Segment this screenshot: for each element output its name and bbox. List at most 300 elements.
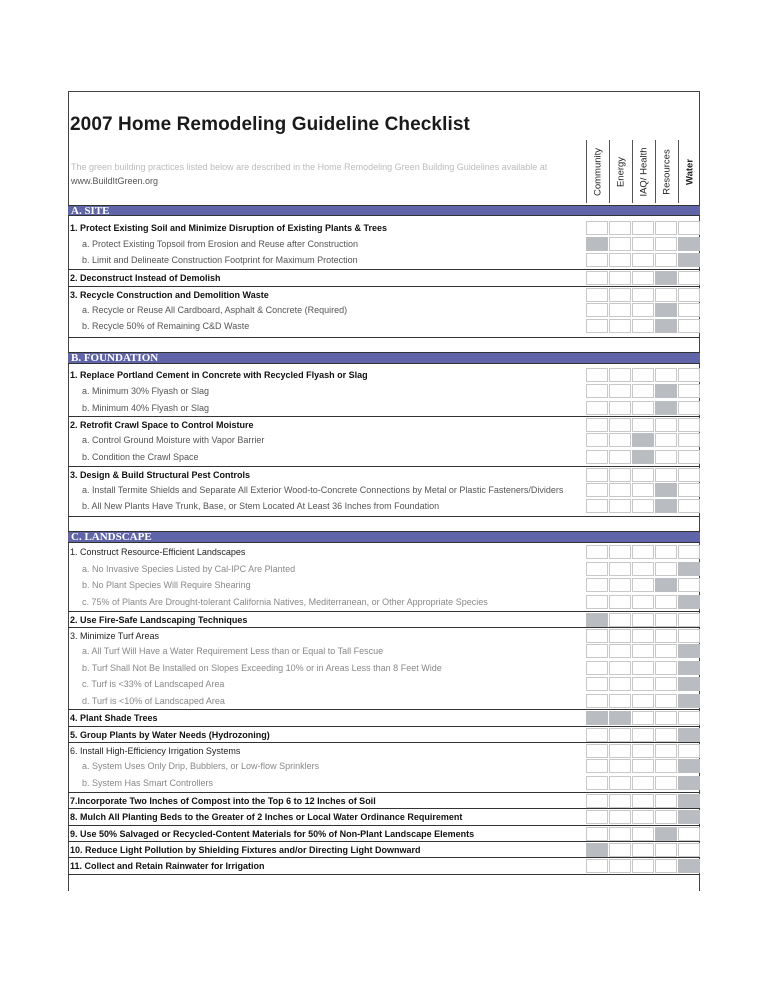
cell-iaq-health[interactable] — [632, 578, 654, 592]
cell-water[interactable] — [678, 578, 700, 592]
cell-community[interactable] — [586, 827, 608, 841]
cell-community[interactable] — [586, 319, 608, 333]
item-label: 1. Replace Portland Cement in Concrete with Recycled Flyash or Slag — [70, 370, 368, 380]
cell-water-applicable[interactable] — [678, 776, 700, 790]
cell-resources[interactable] — [655, 694, 677, 708]
cell-community[interactable] — [586, 499, 608, 513]
cell-water-applicable[interactable] — [678, 677, 700, 691]
cell-energy[interactable] — [609, 661, 631, 675]
cell-water[interactable] — [678, 303, 700, 317]
cell-iaq-health[interactable] — [632, 694, 654, 708]
item-label: 7.Incorporate Two Inches of Compost into the Top 6 to 12 Inches of Soil — [70, 796, 376, 806]
checklist-subitem — [68, 498, 700, 514]
cell-iaq-health[interactable] — [632, 613, 654, 627]
cell-energy[interactable] — [609, 744, 631, 758]
cell-iaq-health[interactable] — [632, 677, 654, 691]
cell-resources[interactable] — [655, 237, 677, 251]
item-label: 1. Construct Resource-Efficient Landscapes — [70, 547, 246, 557]
cell-water[interactable] — [678, 433, 700, 447]
cell-energy[interactable] — [609, 483, 631, 497]
cell-resources[interactable] — [655, 629, 677, 643]
cell-community[interactable] — [586, 744, 608, 758]
cell-community[interactable] — [586, 728, 608, 742]
cell-water-applicable[interactable] — [678, 694, 700, 708]
category-cells — [586, 221, 700, 235]
category-cells — [586, 499, 700, 513]
item-label: 3. Design & Build Structural Pest Controls — [70, 470, 251, 480]
item-label: 1. Protect Existing Soil and Minimize Disruption of Existing Plants & Trees — [70, 223, 388, 233]
cell-iaq-health-applicable[interactable] — [632, 450, 654, 464]
category-cells — [586, 418, 700, 432]
cell-water[interactable] — [678, 401, 700, 415]
checklist-item — [68, 416, 700, 432]
cell-iaq-health[interactable] — [632, 595, 654, 609]
intro-description: The green building practices listed below are described in the Home Remodeling Green Building Guidelines available at — [71, 162, 548, 172]
cell-energy[interactable] — [609, 319, 631, 333]
cell-energy[interactable] — [609, 237, 631, 251]
category-cells — [586, 677, 700, 691]
checklist-subitem — [68, 758, 700, 774]
cell-iaq-health[interactable] — [632, 221, 654, 235]
item-label: a. All Turf Will Have a Water Requirement Less than or Equal to Tall Fescue — [82, 646, 384, 656]
checklist-subitem — [68, 594, 700, 610]
cell-community[interactable] — [586, 776, 608, 790]
cell-community[interactable] — [586, 644, 608, 658]
cell-water[interactable] — [678, 499, 700, 513]
cell-energy[interactable] — [609, 221, 631, 235]
checklist-item — [68, 367, 700, 383]
item-label: 3. Minimize Turf Areas — [70, 631, 160, 641]
section-title: A. SITE — [71, 205, 110, 217]
category-cells — [586, 776, 700, 790]
cell-resources[interactable] — [655, 221, 677, 235]
cell-community[interactable] — [586, 401, 608, 415]
checklist-subitem — [68, 482, 700, 498]
cell-iaq-health[interactable] — [632, 711, 654, 725]
cell-water-applicable[interactable] — [678, 595, 700, 609]
cell-resources-applicable[interactable] — [655, 578, 677, 592]
cell-resources-applicable[interactable] — [655, 303, 677, 317]
cell-iaq-health[interactable] — [632, 319, 654, 333]
cell-community[interactable] — [586, 677, 608, 691]
cell-energy[interactable] — [609, 253, 631, 267]
cell-energy[interactable] — [609, 827, 631, 841]
cell-energy[interactable] — [609, 384, 631, 398]
category-cells — [586, 319, 700, 333]
item-label: b. Recycle 50% of Remaining C&D Waste — [82, 321, 250, 331]
cell-water[interactable] — [678, 843, 700, 857]
checklist-subitem — [68, 577, 700, 593]
checklist-item — [68, 726, 700, 742]
checklist-item — [68, 709, 700, 725]
cell-iaq-health[interactable] — [632, 843, 654, 857]
cell-iaq-health[interactable] — [632, 384, 654, 398]
category-cells — [586, 629, 700, 643]
category-cells — [586, 661, 700, 675]
cell-resources[interactable] — [655, 759, 677, 773]
category-cells — [586, 433, 700, 447]
section-divider — [68, 516, 700, 517]
column-header-water: Water — [678, 140, 700, 203]
cell-water[interactable] — [678, 384, 700, 398]
item-label: b. Minimum 40% Flyash or Slag — [82, 403, 210, 413]
cell-water[interactable] — [678, 613, 700, 627]
cell-water[interactable] — [678, 221, 700, 235]
cell-energy[interactable] — [609, 859, 631, 873]
item-label: a. Recycle or Reuse All Cardboard, Asphalt & Concrete (Required) — [82, 305, 348, 315]
checklist-subitem — [68, 660, 700, 676]
cell-iaq-health[interactable] — [632, 418, 654, 432]
category-cells — [586, 483, 700, 497]
item-label: a. Minimum 30% Flyash or Slag — [82, 386, 210, 396]
cell-iaq-health[interactable] — [632, 368, 654, 382]
cell-resources-applicable[interactable] — [655, 827, 677, 841]
cell-energy[interactable] — [609, 595, 631, 609]
cell-iaq-health[interactable] — [632, 644, 654, 658]
cell-iaq-health[interactable] — [632, 728, 654, 742]
cell-iaq-health[interactable] — [632, 499, 654, 513]
cell-resources[interactable] — [655, 644, 677, 658]
cell-community[interactable] — [586, 288, 608, 302]
category-cells — [586, 843, 700, 857]
cell-energy[interactable] — [609, 450, 631, 464]
cell-energy[interactable] — [609, 810, 631, 824]
cell-resources[interactable] — [655, 418, 677, 432]
page-title: 2007 Home Remodeling Guideline Checklist — [70, 114, 470, 135]
cell-iaq-health[interactable] — [632, 253, 654, 267]
cell-resources[interactable] — [655, 661, 677, 675]
cell-energy[interactable] — [609, 728, 631, 742]
cell-resources[interactable] — [655, 450, 677, 464]
cell-energy[interactable] — [609, 629, 631, 643]
cell-resources[interactable] — [655, 859, 677, 873]
category-cells — [586, 253, 700, 267]
checklist-subitem — [68, 432, 700, 448]
cell-water-applicable[interactable] — [678, 759, 700, 773]
cell-water[interactable] — [678, 545, 700, 559]
item-label: c. Turf is <33% of Landscaped Area — [82, 679, 225, 689]
cell-community[interactable] — [586, 418, 608, 432]
cell-energy[interactable] — [609, 759, 631, 773]
cell-community-applicable[interactable] — [586, 711, 608, 725]
checklist-item — [68, 792, 700, 808]
cell-resources-applicable[interactable] — [655, 401, 677, 415]
cell-iaq-health[interactable] — [632, 759, 654, 773]
cell-water[interactable] — [678, 711, 700, 725]
cell-community[interactable] — [586, 433, 608, 447]
cell-iaq-health[interactable] — [632, 468, 654, 482]
cell-energy[interactable] — [609, 433, 631, 447]
cell-iaq-health[interactable] — [632, 827, 654, 841]
column-header-community: Community — [586, 140, 608, 203]
cell-resources[interactable] — [655, 468, 677, 482]
cell-resources[interactable] — [655, 545, 677, 559]
category-cells — [586, 237, 700, 251]
cell-water[interactable] — [678, 827, 700, 841]
cell-resources-applicable[interactable] — [655, 499, 677, 513]
cell-energy[interactable] — [609, 288, 631, 302]
item-label: a. Protect Existing Topsoil from Erosion and Reuse after Construction — [82, 239, 358, 249]
cell-resources[interactable] — [655, 595, 677, 609]
cell-energy[interactable] — [609, 418, 631, 432]
checklist-subitem — [68, 449, 700, 465]
checklist-item — [68, 825, 700, 841]
cell-community[interactable] — [586, 483, 608, 497]
cell-community[interactable] — [586, 794, 608, 808]
checklist-subitem — [68, 302, 700, 318]
cell-water[interactable] — [678, 368, 700, 382]
cell-community-applicable[interactable] — [586, 613, 608, 627]
cell-water[interactable] — [678, 319, 700, 333]
cell-energy[interactable] — [609, 368, 631, 382]
category-cells — [586, 562, 700, 576]
checklist-subitem — [68, 383, 700, 399]
item-label: b. Condition the Crawl Space — [82, 452, 199, 462]
cell-water-applicable[interactable] — [678, 794, 700, 808]
item-label: 8. Mulch All Planting Beds to the Greater of 2 Inches or Local Water Ordinance Requirement — [70, 812, 463, 822]
cell-water-applicable[interactable] — [678, 237, 700, 251]
cell-energy[interactable] — [609, 562, 631, 576]
checklist-subitem — [68, 775, 700, 791]
cell-iaq-health[interactable] — [632, 483, 654, 497]
cell-iaq-health[interactable] — [632, 776, 654, 790]
cell-iaq-health[interactable] — [632, 237, 654, 251]
cell-resources[interactable] — [655, 253, 677, 267]
category-cells — [586, 468, 700, 482]
cell-water-applicable[interactable] — [678, 661, 700, 675]
cell-resources-applicable[interactable] — [655, 384, 677, 398]
cell-resources-applicable[interactable] — [655, 271, 677, 285]
item-label: a. Control Ground Moisture with Vapor Barrier — [82, 435, 265, 445]
checklist-subitem — [68, 400, 700, 416]
category-cells — [586, 728, 700, 742]
cell-water-applicable[interactable] — [678, 253, 700, 267]
cell-energy[interactable] — [609, 694, 631, 708]
intro-text — [71, 160, 561, 188]
item-label: c. 75% of Plants Are Drought-tolerant California Natives, Mediterranean, or Other Appropriate Species — [82, 597, 488, 607]
category-cells — [586, 303, 700, 317]
cell-water[interactable] — [678, 450, 700, 464]
cell-iaq-health[interactable] — [632, 629, 654, 643]
checklist-subitem — [68, 252, 700, 268]
section-header — [68, 205, 700, 216]
checklist-item — [68, 220, 700, 236]
category-cells — [586, 794, 700, 808]
item-label: 3. Recycle Construction and Demolition Waste — [70, 290, 269, 300]
item-label: 9. Use 50% Salvaged or Recycled-Content Materials for 50% of Non-Plant Landscape Elements — [70, 829, 475, 839]
item-label: b. No Plant Species Will Require Shearing — [82, 580, 251, 590]
cell-energy[interactable] — [609, 303, 631, 317]
cell-energy[interactable] — [609, 545, 631, 559]
category-cells — [586, 368, 700, 382]
category-cells — [586, 810, 700, 824]
section-divider — [68, 874, 700, 875]
checklist-item — [68, 857, 700, 873]
cell-iaq-health[interactable] — [632, 661, 654, 675]
cell-community[interactable] — [586, 859, 608, 873]
item-label: 5. Group Plants by Water Needs (Hydrozoning) — [70, 730, 270, 740]
checklist-subitem — [68, 693, 700, 709]
cell-water-applicable[interactable] — [678, 644, 700, 658]
cell-community[interactable] — [586, 368, 608, 382]
category-cells — [586, 545, 700, 559]
cell-iaq-health[interactable] — [632, 794, 654, 808]
cell-resources[interactable] — [655, 677, 677, 691]
category-cells — [586, 384, 700, 398]
item-label: a. System Uses Only Drip, Bubblers, or Low-flow Sprinklers — [82, 761, 320, 771]
cell-iaq-health[interactable] — [632, 744, 654, 758]
cell-resources-applicable[interactable] — [655, 319, 677, 333]
checklist-item — [68, 742, 700, 758]
cell-water-applicable[interactable] — [678, 728, 700, 742]
cell-water[interactable] — [678, 483, 700, 497]
cell-community[interactable] — [586, 303, 608, 317]
cell-iaq-health[interactable] — [632, 271, 654, 285]
item-label: 10. Reduce Light Pollution by Shielding Fixtures and/or Directing Light Downward — [70, 845, 421, 855]
category-cells — [586, 759, 700, 773]
cell-community[interactable] — [586, 384, 608, 398]
item-label: b. Limit and Delineate Construction Footprint for Maximum Protection — [82, 255, 358, 265]
item-label: 2. Use Fire-Safe Landscaping Techniques — [70, 615, 248, 625]
cell-energy[interactable] — [609, 578, 631, 592]
category-cells — [586, 744, 700, 758]
checklist-subitem — [68, 676, 700, 692]
item-label: a. Install Termite Shields and Separate All Exterior Wood-to-Concrete Connections by Metal or Plastic Fasteners/Dividers — [82, 485, 564, 495]
cell-community-applicable[interactable] — [586, 237, 608, 251]
cell-resources[interactable] — [655, 711, 677, 725]
column-header-resources: Resources — [655, 140, 677, 203]
cell-water[interactable] — [678, 744, 700, 758]
column-header-energy: Energy — [609, 140, 631, 203]
cell-energy[interactable] — [609, 613, 631, 627]
cell-resources[interactable] — [655, 613, 677, 627]
cell-resources[interactable] — [655, 810, 677, 824]
cell-resources[interactable] — [655, 794, 677, 808]
cell-iaq-health[interactable] — [632, 545, 654, 559]
checklist-item — [68, 466, 700, 482]
cell-community[interactable] — [586, 450, 608, 464]
checklist-subitem — [68, 318, 700, 334]
cell-resources-applicable[interactable] — [655, 483, 677, 497]
item-label: 2. Deconstruct Instead of Demolish — [70, 273, 221, 283]
cell-water-applicable[interactable] — [678, 859, 700, 873]
cell-community[interactable] — [586, 562, 608, 576]
cell-iaq-health[interactable] — [632, 401, 654, 415]
section-divider — [68, 337, 700, 338]
checklist-item — [68, 269, 700, 285]
cell-water[interactable] — [678, 629, 700, 643]
cell-energy[interactable] — [609, 271, 631, 285]
cell-community[interactable] — [586, 271, 608, 285]
item-label: d. Turf is <10% of Landscaped Area — [82, 696, 225, 706]
item-label: a. No Invasive Species Listed by Cal-IPC Are Planted — [82, 564, 296, 574]
category-column-headers — [586, 140, 700, 203]
section-header — [68, 531, 700, 543]
cell-energy[interactable] — [609, 499, 631, 513]
item-label: 2. Retrofit Crawl Space to Control Moisture — [70, 420, 254, 430]
checklist-item — [68, 286, 700, 302]
cell-iaq-health[interactable] — [632, 859, 654, 873]
cell-community[interactable] — [586, 629, 608, 643]
category-cells — [586, 271, 700, 285]
cell-resources[interactable] — [655, 776, 677, 790]
cell-resources[interactable] — [655, 433, 677, 447]
cell-community[interactable] — [586, 759, 608, 773]
cell-community[interactable] — [586, 221, 608, 235]
cell-iaq-health[interactable] — [632, 303, 654, 317]
cell-iaq-health[interactable] — [632, 562, 654, 576]
category-cells — [586, 613, 700, 627]
cell-community[interactable] — [586, 694, 608, 708]
cell-community[interactable] — [586, 578, 608, 592]
item-label: b. All New Plants Have Trunk, Base, or Stem Located At Least 36 Inches from Foundation — [82, 501, 440, 511]
checklist-subitem — [68, 561, 700, 577]
category-cells — [586, 595, 700, 609]
category-cells — [586, 450, 700, 464]
cell-energy[interactable] — [609, 468, 631, 482]
cell-water-applicable[interactable] — [678, 562, 700, 576]
category-cells — [586, 859, 700, 873]
cell-resources[interactable] — [655, 562, 677, 576]
cell-water-applicable[interactable] — [678, 810, 700, 824]
column-header-iaq-health: IAQ/ Health — [632, 140, 654, 203]
checklist-item — [68, 841, 700, 857]
checklist-item — [68, 627, 700, 643]
cell-energy[interactable] — [609, 843, 631, 857]
cell-water[interactable] — [678, 418, 700, 432]
cell-iaq-health-applicable[interactable] — [632, 433, 654, 447]
cell-community[interactable] — [586, 810, 608, 824]
cell-community[interactable] — [586, 661, 608, 675]
category-cells — [586, 694, 700, 708]
cell-energy[interactable] — [609, 644, 631, 658]
checklist-subitem — [68, 643, 700, 659]
category-cells — [586, 578, 700, 592]
cell-energy[interactable] — [609, 776, 631, 790]
cell-water[interactable] — [678, 288, 700, 302]
cell-energy[interactable] — [609, 794, 631, 808]
cell-resources[interactable] — [655, 843, 677, 857]
intro-url[interactable]: www.BuildItGreen.org — [71, 176, 159, 186]
cell-community-applicable[interactable] — [586, 843, 608, 857]
cell-water[interactable] — [678, 271, 700, 285]
item-label: b. Turf Shall Not Be Installed on Slopes Exceeding 10% or in Areas Less than 8 Feet Wide — [82, 663, 442, 673]
item-label: 6. Install High-Efficiency Irrigation Systems — [70, 746, 241, 756]
category-cells — [586, 827, 700, 841]
item-label: 4. Plant Shade Trees — [70, 713, 158, 723]
cell-water[interactable] — [678, 468, 700, 482]
checklist-item — [68, 808, 700, 824]
checklist-item — [68, 611, 700, 627]
cell-resources[interactable] — [655, 288, 677, 302]
cell-community[interactable] — [586, 545, 608, 559]
item-label: b. System Has Smart Controllers — [82, 778, 214, 788]
cell-energy[interactable] — [609, 401, 631, 415]
cell-resources[interactable] — [655, 744, 677, 758]
category-cells — [586, 288, 700, 302]
cell-energy[interactable] — [609, 677, 631, 691]
cell-community[interactable] — [586, 468, 608, 482]
cell-energy-applicable[interactable] — [609, 711, 631, 725]
cell-resources[interactable] — [655, 368, 677, 382]
category-cells — [586, 644, 700, 658]
cell-community[interactable] — [586, 253, 608, 267]
cell-iaq-health[interactable] — [632, 810, 654, 824]
cell-community[interactable] — [586, 595, 608, 609]
cell-resources[interactable] — [655, 728, 677, 742]
cell-iaq-health[interactable] — [632, 288, 654, 302]
category-cells — [586, 711, 700, 725]
